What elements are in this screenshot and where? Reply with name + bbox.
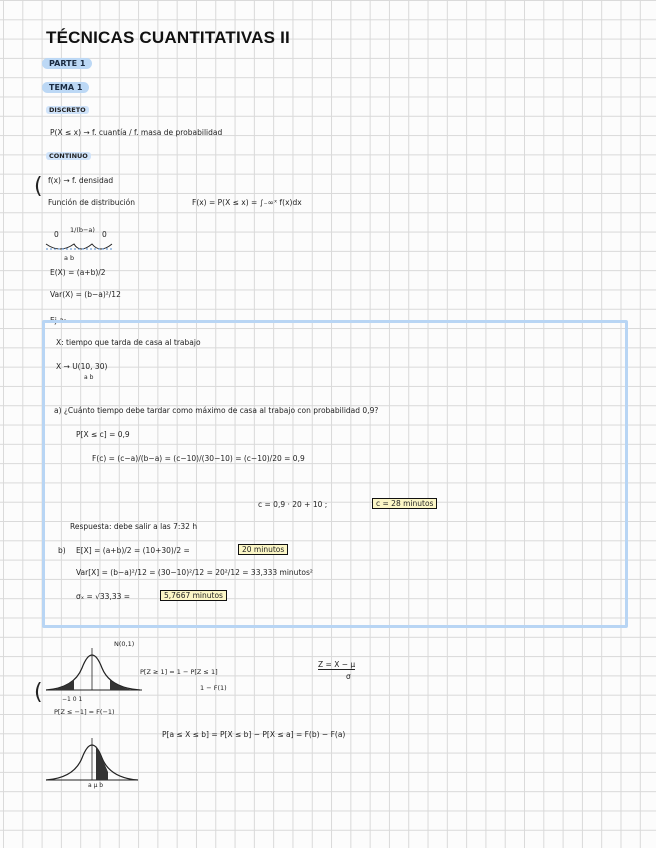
distribucion-label: Función de distribución — [48, 198, 136, 207]
normal-right-relation-2: 1 − F(1) — [200, 684, 227, 692]
normal-curve-interval-icon — [44, 734, 140, 784]
qb-label: b) — [58, 546, 66, 555]
uniform-bottom: a b — [64, 254, 75, 262]
normal-ticks: −1 0 1 — [62, 696, 83, 703]
uniform-top-right: 0 — [102, 230, 107, 239]
x-definition: X: tiempo que tarda de casa al trabajo — [56, 338, 201, 347]
densidad-line: f(x) → f. densidad — [48, 176, 114, 185]
normal-curve-icon — [44, 644, 144, 694]
discreto-line: P(X ≤ x) → f. cuantía / f. masa de probabilidad — [50, 128, 223, 137]
uniform-top-left: 0 — [54, 230, 59, 239]
qb-variance: Var[X] = (b−a)²/12 = (30−10)²/12 = 20²/12 = 33,333 minutos² — [76, 568, 313, 577]
interval-probability: P[a ≤ X ≤ b] = P[X ≤ b] − P[X ≤ a] = F(b) − F(a) — [162, 730, 346, 739]
qa-equation-1: P[X ≤ c] = 0,9 — [76, 430, 130, 439]
uniform-sketch-icon — [44, 240, 116, 256]
example-frame — [42, 320, 628, 628]
continuo-heading: CONTINUO — [46, 152, 91, 160]
qa-response: Respuesta: debe salir a las 7:32 h — [70, 522, 198, 531]
distribucion-formula: F(x) = P(X ≤ x) = ∫₋∞ˣ f(x)dx — [192, 198, 302, 207]
x-distribution-sub: a b — [84, 374, 94, 381]
question-a: a) ¿Cuánto tiempo debe tardar como máximo de casa al trabajo con probabilidad 0,9? — [54, 406, 379, 415]
interval-ticks: a μ b — [88, 782, 104, 789]
uniform-expectation: E(X) = (a+b)/2 — [50, 268, 106, 277]
example-label: Ej a: — [50, 316, 67, 325]
tema-badge: TEMA 1 — [42, 82, 89, 93]
discreto-heading: DISCRETO — [46, 106, 89, 114]
normal-label: N(0,1) — [114, 640, 135, 648]
qa-answer: c = 28 minutos — [372, 498, 437, 509]
uniform-variance: Var(X) = (b−a)²/12 — [50, 290, 121, 299]
qa-solve: c = 0,9 · 20 + 10 ; — [258, 500, 328, 509]
z-formula-numerator: Z = X − μ — [318, 660, 356, 669]
x-distribution: X → U(10, 30) — [56, 362, 108, 371]
qb-sd: σₓ = √33,33 = — [76, 592, 131, 601]
brace-icon: ( — [34, 174, 43, 199]
qa-equation-2: F(c) = (c−a)/(b−a) = (c−10)/(30−10) = (c−10)/20 = 0,9 — [92, 454, 305, 463]
normal-right-relation: P[Z ≥ 1] = 1 − P[Z ≤ 1] — [140, 668, 218, 676]
qb-sd-answer: 5,7667 minutos — [160, 590, 227, 601]
qb-expectation: E[X] = (a+b)/2 = (10+30)/2 = — [76, 546, 190, 555]
page-title: TÉCNICAS CUANTITATIVAS II — [46, 28, 290, 47]
curved-arrow-icon: ( — [34, 680, 43, 705]
normal-left-relation: P[Z ≤ −1] = F(−1) — [54, 708, 115, 716]
qb-expectation-answer: 20 minutos — [238, 544, 288, 555]
parte-badge: PARTE 1 — [42, 58, 92, 69]
z-formula-denominator: σ — [346, 672, 351, 681]
uniform-top-mid: 1/(b−a) — [70, 226, 95, 234]
